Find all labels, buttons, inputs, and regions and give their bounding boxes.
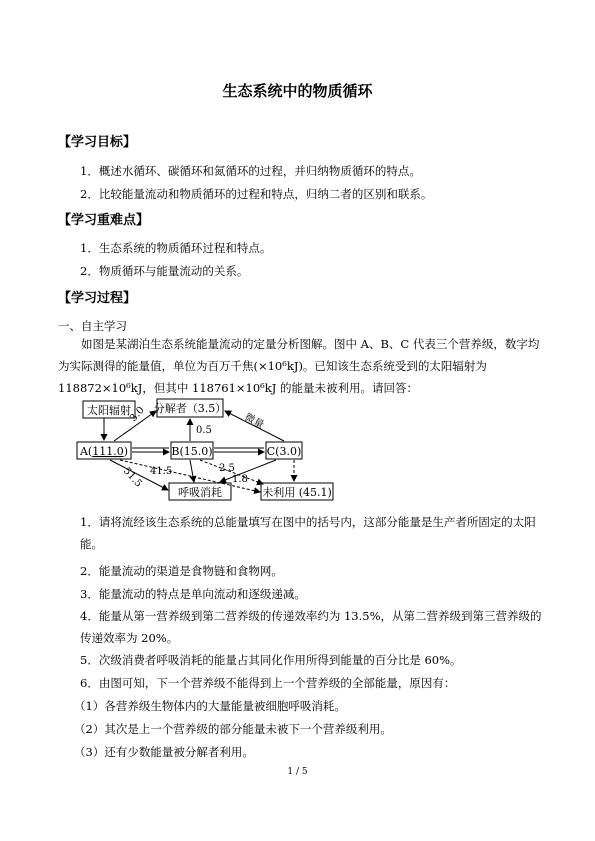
label-sun-to-decomposer: 3.0	[128, 404, 147, 425]
sun-label: 太阳辐射	[87, 404, 131, 417]
answer-3: 3．能量流动的特点是单向流动和逐级递减。	[80, 587, 306, 601]
decomposer-label: 分解者（3.5）	[153, 402, 227, 415]
arrow-b-to-respiration	[190, 460, 194, 482]
answer-6-reason-2: （2）其次是上一个营养级的部分能量未被下一个营养级利用。	[74, 722, 392, 736]
answer-1: 1．请将流经该生态系统的总能量填写在图中的括号内，这部分能量是生产者所固定的太阳能。	[80, 515, 536, 551]
process-heading: 【学习过程】	[58, 291, 137, 306]
key-point-item-1: 1．生态系统的物质循环过程和特点。	[80, 241, 272, 255]
goal-item-2: 2．比较能量流动和物质循环的过程和特点，归纳二者的区别和联系。	[80, 187, 433, 201]
key-points-heading: 【学习重难点】	[58, 213, 150, 228]
answer-6: 6．由图可知，下一个营养级不能得到上一个营养级的全部能量，原因有：	[80, 676, 456, 690]
label-b-to-decomposer: 0.5	[196, 425, 212, 436]
respiration-label: 呼吸消耗	[178, 486, 222, 499]
label-c-to-respiration: 2.5	[219, 463, 235, 474]
node-a-label: A(111.0)	[79, 445, 129, 458]
label-c-to-unused: 1.8	[232, 474, 248, 485]
label-b-to-respiration: 41.5	[150, 466, 173, 477]
answer-4: 4．能量从第一营养级到第二营养级的传递效率约为 13.5%，从第二营养级到第三营养级的传递效率为 20%。	[80, 609, 542, 645]
label-c-to-decomposer: 微量	[242, 411, 266, 432]
node-c-label: C(3.0)	[266, 445, 302, 458]
answer-5: 5．次级消费者呼吸消耗的能量占其同化作用所得到能量的百分比是 60%。	[80, 653, 462, 667]
unused-label: 未利用 (45.1)	[262, 486, 332, 499]
answer-6-reason-3: （3）还有少数能量被分解者利用。	[74, 745, 254, 759]
answer-6-reason-1: （1）各营养级生物体内的大量能量被细胞呼吸消耗。	[74, 699, 346, 713]
answer-2: 2．能量流动的渠道是食物链和食物网。	[80, 564, 283, 578]
intro-paragraph: 如图是某湖泊生态系统能量流动的定量分析图解。图中 A、B、C 代表三个营养级，数字均为实际测得的能量值，单位为百万千焦(×10⁶kJ)。已知该生态系统受到的太阳辐射为 118872×10⁶kJ，但其中 118761×10⁶kJ 的能量未被利用。请回答：	[58, 337, 540, 395]
process-subheading: 一、自主学习	[58, 319, 127, 333]
key-point-item-2: 2．物质循环与能量流动的关系。	[80, 264, 249, 278]
goal-item-1: 1．概述水循环、碳循环和氮循环的过程，并归纳物质循环的特点。	[80, 164, 421, 178]
page-title: 生态系统中的物质循环	[222, 82, 373, 100]
energy-flow-diagram	[70, 395, 340, 510]
node-b-label: B(15.0)	[171, 445, 213, 458]
page-number: 1 / 5	[287, 767, 308, 777]
goals-heading: 【学习目标】	[58, 135, 137, 150]
label-a-to-respiration: 51.5	[120, 465, 144, 490]
